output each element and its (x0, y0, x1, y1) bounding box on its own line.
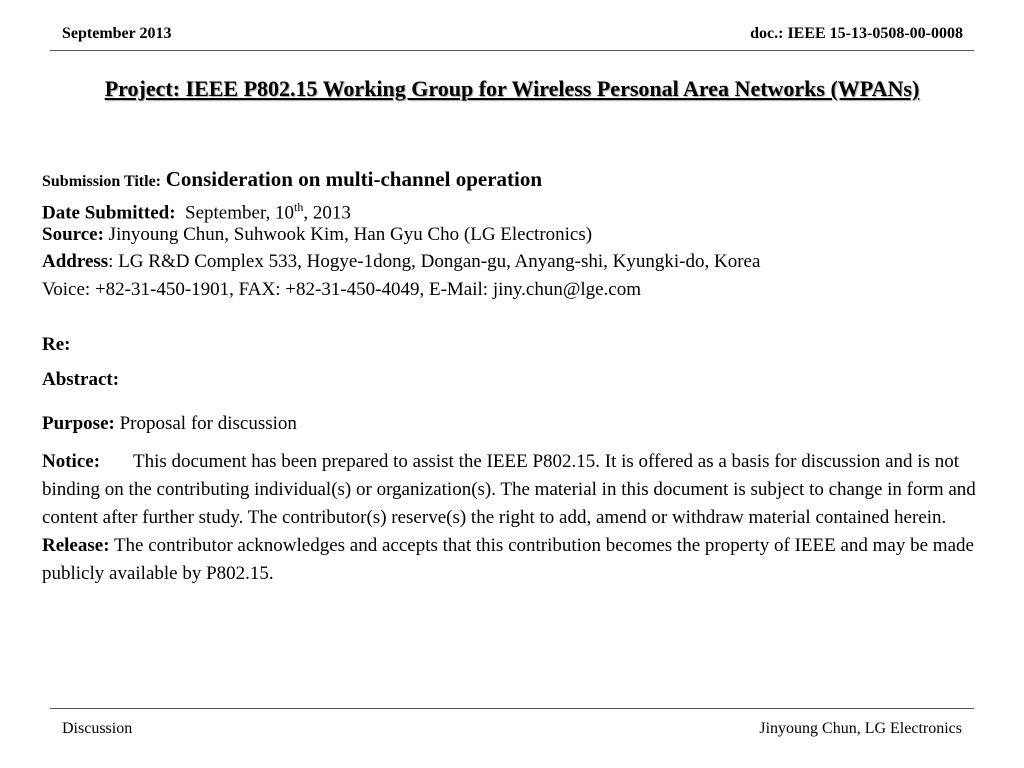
contact-line: Voice: +82-31-450-1901, FAX: +82-31-450-4049, E-Mail: jiny.chun@lge.com (42, 279, 641, 300)
purpose-value: Proposal for discussion (119, 413, 297, 434)
abstract-label: Abstract: (42, 369, 120, 390)
notice-block (42, 448, 987, 588)
source-line (42, 222, 592, 248)
purpose-line (42, 411, 297, 437)
source-label: Source: (42, 224, 104, 245)
notice-text: This document has been prepared to assist the IEEE P802.15. It is offered as a basis for discussion and is not binding on the contributing individual(s) or organization(s). The material in this document is subject to change in form and content after further study. The contributor(s) reserve(s) the right to add, amend or withdraw material contained herein. (42, 451, 976, 528)
address-value: : LG R&D Complex 533, Hogye-1dong, Dongan-gu, Anyang-shi, Kyungki-do, Korea (108, 251, 761, 272)
date-submitted-label: Date Submitted: (42, 202, 176, 224)
header-doc-id: doc.: IEEE 15-13-0508-00-0008 (750, 25, 963, 42)
re-label: Re: (42, 334, 71, 355)
notice-label: Notice: (42, 451, 101, 472)
release-text: The contributor acknowledges and accepts that this contribution becomes the property of IEEE and may be made publicly available by P802.15. (42, 535, 974, 584)
submission-title-line (42, 166, 542, 195)
footer-divider (50, 708, 974, 709)
purpose-label: Purpose: (42, 413, 115, 434)
footer-left: Discussion (62, 720, 133, 737)
submission-title-value: Consideration on multi-channel operation (165, 167, 543, 191)
address-line (42, 249, 760, 275)
address-label: Address (42, 251, 109, 272)
footer-right: Jinyoung Chun, LG Electronics (759, 720, 962, 737)
date-submitted-value-post: , 2013 (303, 202, 351, 224)
project-title: Project: IEEE P802.15 Working Group for Wireless Personal Area Networks (WPANs) (104, 76, 920, 101)
header-divider (50, 50, 974, 51)
date-submitted-value-sup: th (294, 200, 304, 214)
submission-title-label: Submission Title: (42, 173, 162, 190)
release-label: Release: (42, 535, 110, 556)
source-value: Jinyoung Chun, Suhwook Kim, Han Gyu Cho (LG Electronics) (108, 224, 593, 245)
header-date: September 2013 (62, 25, 172, 42)
date-submitted-value-pre: September, 10 (185, 202, 295, 224)
